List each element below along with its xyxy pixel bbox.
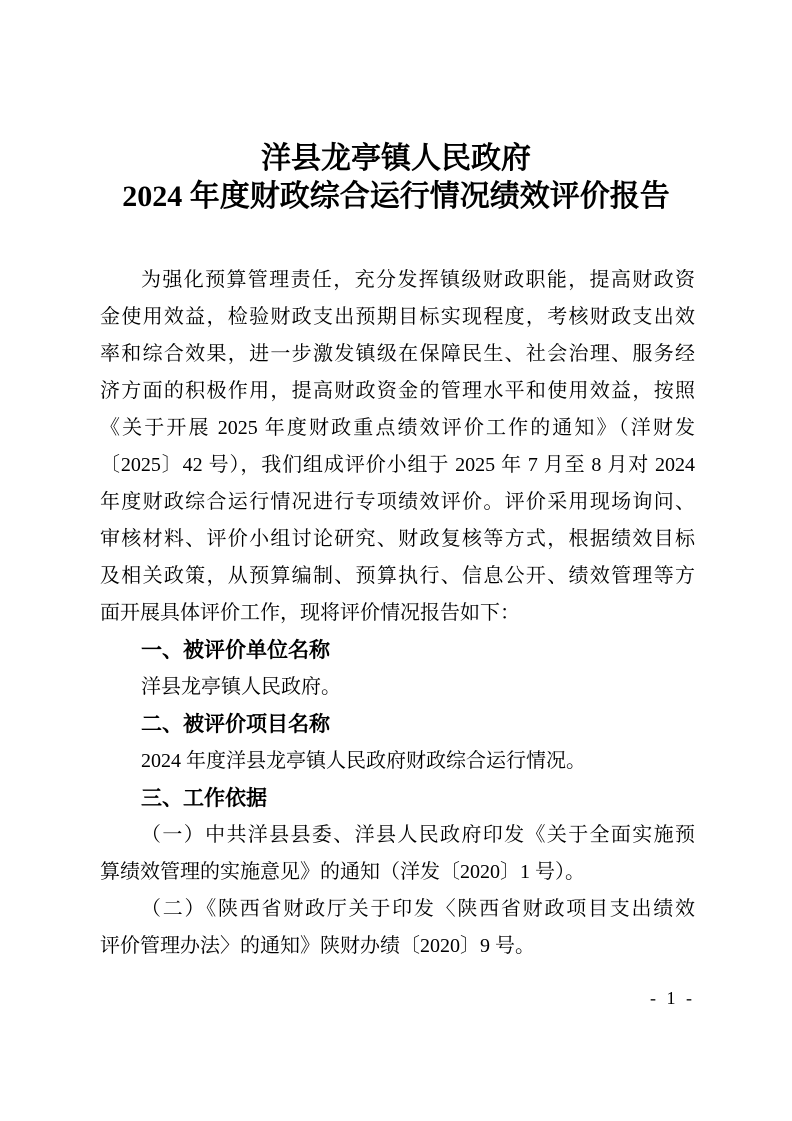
section-heading: 三、工作依据 — [141, 787, 267, 810]
content-blocks — [100, 262, 695, 965]
paragraph-line: 及相关政策，从预算编制、预算执行、信息公开、绩效管理等方 — [100, 565, 695, 587]
report-title-line-2: 2024 年度财政综合运行情况绩效评价报告 — [122, 180, 670, 213]
paragraph-line: 洋县龙亭镇人民政府。 — [141, 676, 341, 698]
section-heading: 一、被评价单位名称 — [141, 639, 330, 662]
paragraph-line: 面开展具体评价工作，现将评价情况报告如下： — [100, 602, 520, 624]
paragraph-line: 金使用效益，检验财政支出预期目标实现程度，考核财政支出效 — [100, 306, 695, 328]
paragraph-line: （一）中共洋县县委、洋县人民政府印发《关于全面实施预 — [141, 824, 695, 846]
page-footer — [100, 987, 695, 1009]
paragraph-line: 〔2025〕42 号），我们组成评价小组于 2025 年 7 月至 8 月对 2024 — [100, 454, 695, 476]
report-title-line-1: 洋县龙亭镇人民政府 — [261, 142, 531, 175]
section-heading: 二、被评价项目名称 — [141, 713, 330, 736]
paragraph-line: （二）《陕西省财政厅关于印发〈陕西省财政项目支出绩效 — [141, 898, 695, 920]
paragraph-line: 为强化预算管理责任，充分发挥镇级财政职能，提高财政资 — [141, 269, 695, 291]
paragraph-line: 济方面的积极作用，提高财政资金的管理水平和使用效益，按照 — [100, 380, 695, 402]
paragraph-line: 2024 年度洋县龙亭镇人民政府财政综合运行情况。 — [141, 750, 586, 772]
paragraph-line: 评价管理办法〉的通知》陕财办绩〔2020〕9 号。 — [100, 935, 535, 957]
paragraph-line: 率和综合效果，进一步激发镇级在保障民生、社会治理、服务经 — [100, 343, 695, 365]
paragraph-line: 年度财政综合运行情况进行专项绩效评价。评价采用现场询问、 — [100, 491, 695, 513]
report-title — [0, 140, 792, 216]
footer-page-number: - 1 - — [650, 988, 695, 1008]
paragraph-line: 《关于开展 2025 年度财政重点绩效评价工作的通知》（洋财发 — [100, 417, 695, 439]
paragraph-line: 审核材料、评价小组讨论研究、财政复核等方式，根据绩效目标 — [100, 528, 695, 550]
paragraph-line: 算绩效管理的实施意见》的通知（洋发〔2020〕1 号）。 — [100, 861, 585, 883]
